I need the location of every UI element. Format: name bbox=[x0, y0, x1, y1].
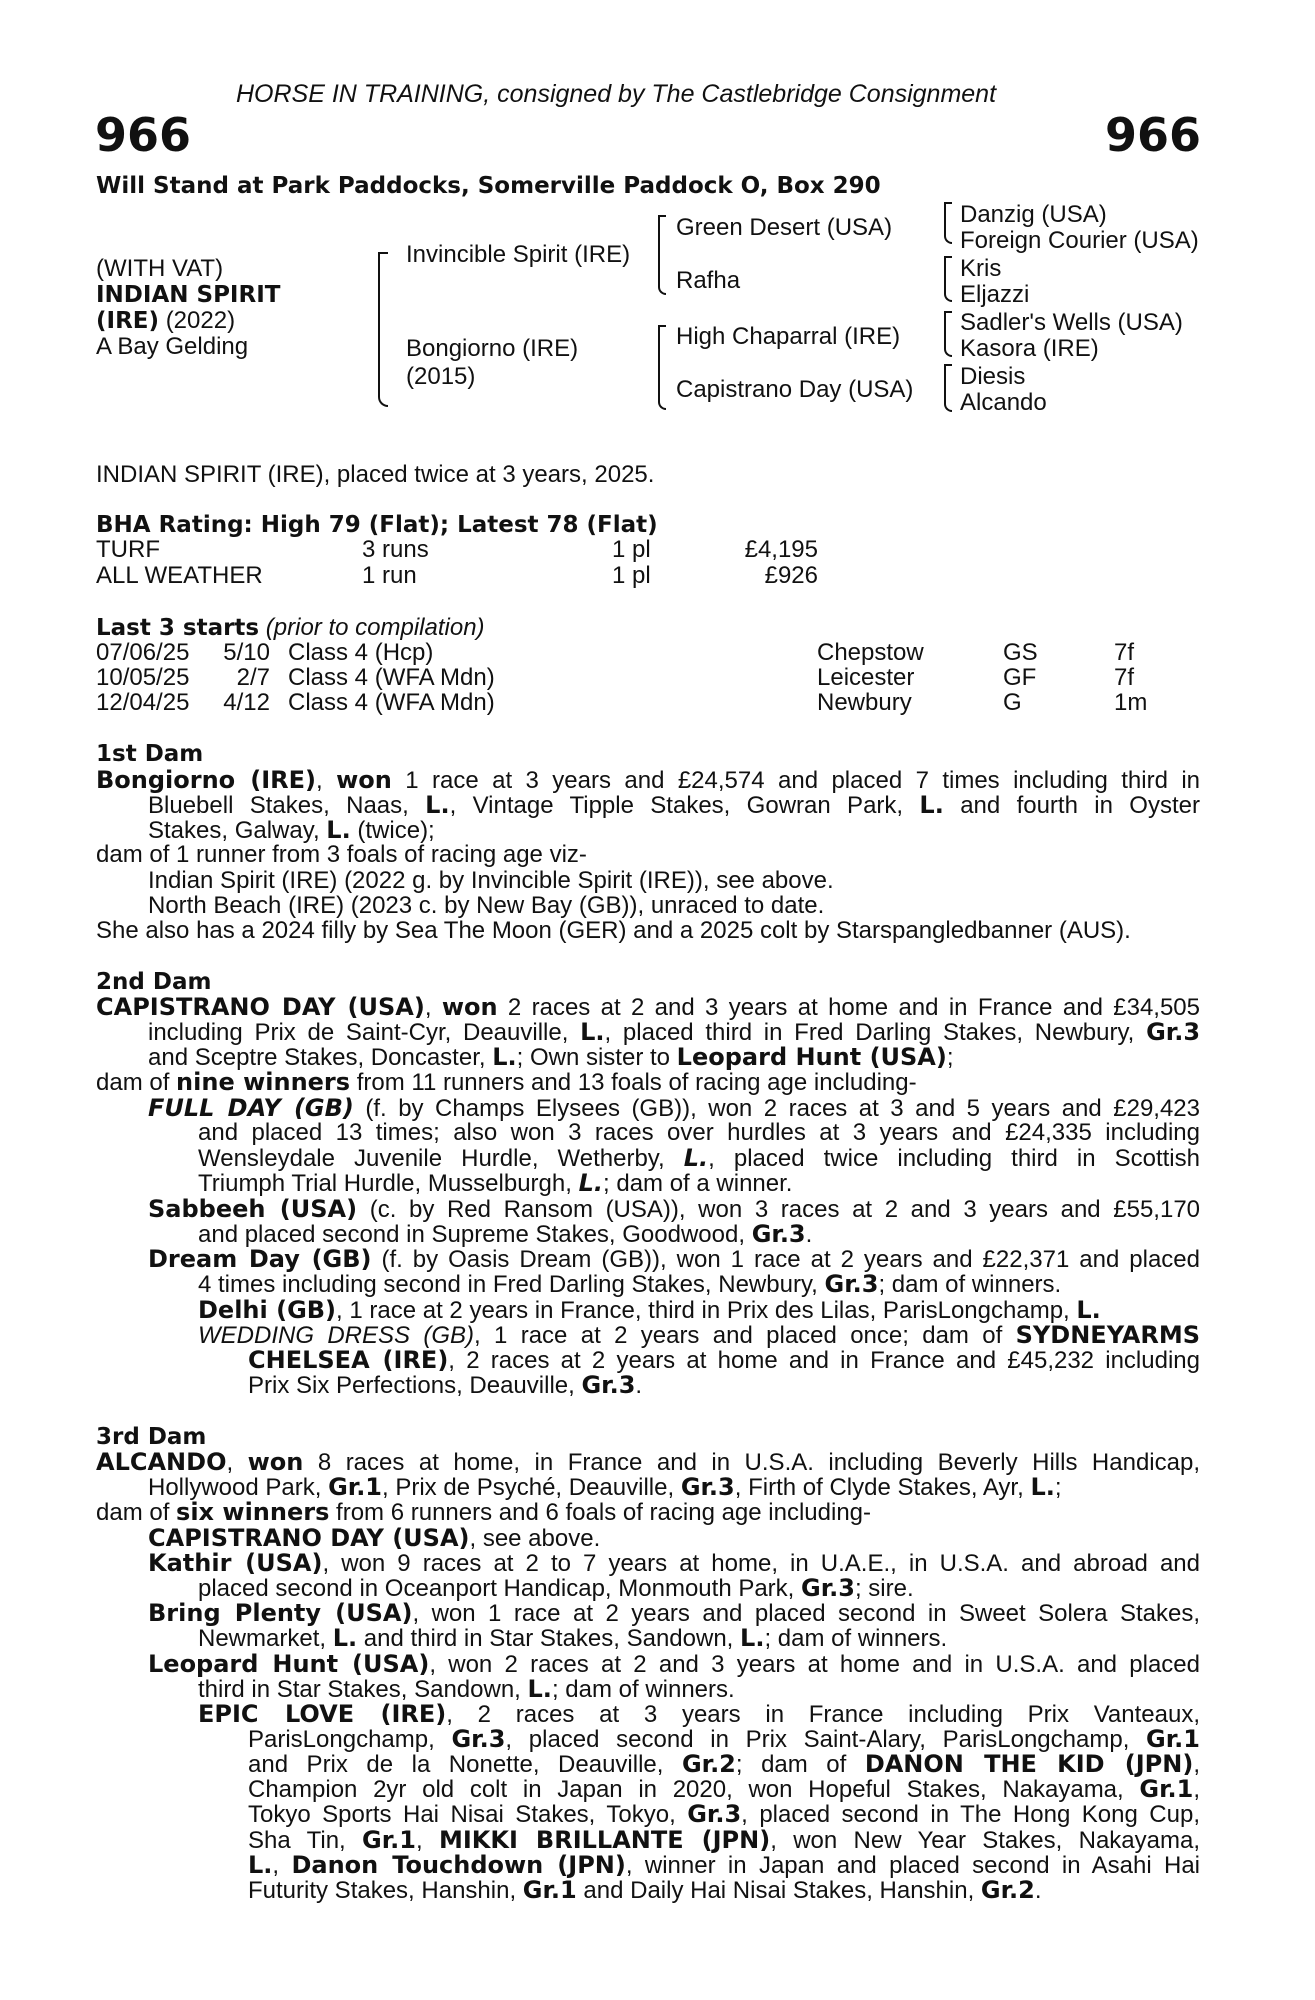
rating-runs: 3 runs bbox=[362, 536, 429, 563]
start-position: 5/10 bbox=[223, 639, 270, 666]
second-dam-produce-line: Prix Six Perfections, Deauville, Gr.3. bbox=[248, 1371, 643, 1399]
pedigree-g5: Sadler's Wells (USA) bbox=[960, 309, 1183, 336]
third-dam-produce-line: Sha Tin, Gr.1, MIKKI BRILLANTE (JPN), won New Year Stakes, Nakayama, bbox=[248, 1827, 1200, 1854]
third-dam-heading: 3rd Dam bbox=[96, 1424, 207, 1450]
first-dam-produce: Indian Spirit (IRE) (2022 g. by Invincible Spirit (IRE)), see above. bbox=[148, 867, 834, 894]
rating-earnings: £4,195 bbox=[744, 536, 818, 563]
third-dam-produce-line: Tokyo Sports Hai Nisai Stakes, Tokyo, Gr.3, placed second in The Hong Kong Cup, bbox=[248, 1801, 1200, 1828]
start-going: G bbox=[1003, 689, 1022, 716]
second-dam-produce-line: Sabbeeh (USA) (c. by Red Ransom (USA)), won 3 races at 2 and 3 years and £55,170 bbox=[148, 1196, 1200, 1223]
pedigree-brace-g1 bbox=[944, 202, 952, 244]
start-course: Leicester bbox=[817, 664, 915, 691]
stand-location: Will Stand at Park Paddocks, Somerville Paddock O, Box 290 bbox=[96, 173, 881, 199]
pedigree-brace-dam bbox=[658, 325, 666, 410]
first-dam-line: Bluebell Stakes, Naas, L., Vintage Tipple Stakes, Gowran Park, L. and fourth in Oyster bbox=[148, 792, 1200, 819]
horse-name: INDIAN SPIRIT bbox=[96, 282, 281, 308]
third-dam-produce-line: CAPISTRANO DAY (USA), see above. bbox=[148, 1524, 601, 1552]
pedigree-sire: Invincible Spirit (IRE) bbox=[406, 241, 631, 268]
start-date: 12/04/25 bbox=[96, 689, 190, 716]
start-going: GF bbox=[1003, 664, 1037, 691]
start-distance: 7f bbox=[1114, 664, 1135, 691]
second-dam-produce-line: 4 times including second in Fred Darling Stakes, Newbury, Gr.3; dam of winners. bbox=[198, 1270, 1062, 1298]
second-dam-heading: 2nd Dam bbox=[96, 969, 212, 995]
first-dam-note: She also has a 2024 filly by Sea The Moon (GER) and a 2025 colt by Starspangledbanner (AUS). bbox=[96, 917, 1131, 944]
third-dam-produce-line: Bring Plenty (USA), won 1 race at 2 years and placed second in Sweet Solera Stakes, bbox=[148, 1600, 1200, 1627]
rating-placed: 1 pl bbox=[612, 536, 651, 563]
start-distance: 7f bbox=[1114, 639, 1135, 666]
start-course: Chepstow bbox=[817, 639, 924, 666]
second-dam-produce-line: WEDDING DRESS (GB), 1 race at 2 years and placed once; dam of SYDNEYARMS bbox=[198, 1322, 1200, 1349]
last-starts-title: Last 3 starts bbox=[96, 615, 260, 641]
pedigree-g4: Eljazzi bbox=[960, 281, 1030, 308]
start-position: 2/7 bbox=[236, 664, 270, 691]
third-dam-line: dam of six winners from 6 runners and 6 foals of racing age including- bbox=[96, 1498, 872, 1526]
start-date: 10/05/25 bbox=[96, 664, 190, 691]
start-class: Class 4 (WFA Mdn) bbox=[288, 689, 495, 716]
third-dam-produce-line: Kathir (USA), won 9 races at 2 to 7 years at home, in U.A.E., in U.S.A. and abroad and bbox=[148, 1550, 1200, 1577]
third-dam-produce-line: placed second in Oceanport Handicap, Monmouth Park, Gr.3; sire. bbox=[198, 1574, 914, 1602]
second-dam-produce-line: CHELSEA (IRE), 2 races at 2 years at home and in France and £45,232 including bbox=[248, 1347, 1200, 1374]
horse-country: (IRE) bbox=[96, 308, 160, 334]
first-dam-heading: 1st Dam bbox=[96, 741, 204, 767]
rating-runs: 1 run bbox=[362, 562, 417, 589]
pedigree-g6: Kasora (IRE) bbox=[960, 335, 1099, 362]
pedigree-g3: Kris bbox=[960, 255, 1002, 282]
second-dam-produce-line: Wensleydale Juvenile Hurdle, Wetherby, L., placed twice including third in Scottish bbox=[198, 1145, 1200, 1172]
lot-number-right: 966 bbox=[1105, 108, 1202, 162]
third-dam-produce-line: ParisLongchamp, Gr.3, placed second in Prix Saint-Alary, ParisLongchamp, Gr.1 bbox=[248, 1726, 1200, 1753]
first-dam-produce: North Beach (IRE) (2023 c. by New Bay (GB)), unraced to date. bbox=[148, 892, 825, 919]
third-dam-line: ALCANDO, won 8 races at home, in France and in U.S.A. including Beverly Hills Handicap, bbox=[96, 1449, 1200, 1476]
pedigree-dam-year: (2015) bbox=[406, 363, 476, 390]
rating-surface: TURF bbox=[96, 536, 160, 563]
consignment-header: HORSE IN TRAINING, consigned by The Castlebridge Consignment bbox=[236, 80, 997, 108]
start-distance: 1m bbox=[1114, 689, 1148, 716]
bha-rating: BHA Rating: High 79 (Flat); Latest 78 (Flat) bbox=[96, 512, 658, 538]
rating-surface: ALL WEATHER bbox=[96, 562, 263, 589]
third-dam-line: Hollywood Park, Gr.1, Prix de Psyché, Deauville, Gr.3, Firth of Clyde Stakes, Ayr, L.; bbox=[148, 1473, 1062, 1501]
pedigree-brace-sire bbox=[658, 215, 666, 295]
pedigree-brace-main bbox=[378, 252, 388, 407]
pedigree-sire-dam: Rafha bbox=[676, 267, 741, 294]
third-dam-produce-line: third in Star Stakes, Sandown, L.; dam of winners. bbox=[198, 1675, 735, 1703]
rating-earnings: £926 bbox=[764, 562, 818, 589]
second-dam-produce-line: Delhi (GB), 1 race at 2 years in France, third in Prix des Lilas, ParisLongchamp, L. bbox=[198, 1296, 1101, 1324]
second-dam-line: CAPISTRANO DAY (USA), won 2 races at 2 and 3 years at home and in France and £34,505 bbox=[96, 994, 1200, 1021]
vat-label: (WITH VAT) bbox=[96, 255, 224, 282]
second-dam-produce-line: Triumph Trial Hurdle, Musselburgh, L.; dam of a winner. bbox=[198, 1169, 793, 1197]
third-dam-produce-line: and Prix de la Nonette, Deauville, Gr.2; dam of DANON THE KID (JPN), bbox=[248, 1751, 1200, 1778]
first-dam-line: Stakes, Galway, L. (twice); bbox=[148, 817, 435, 844]
second-dam-produce-line: FULL DAY (GB) (f. by Champs Elysees (GB)), won 2 races at 3 and 5 years and £29,423 bbox=[148, 1095, 1200, 1122]
third-dam-produce-line: EPIC LOVE (IRE), 2 races at 3 years in France including Prix Vanteaux, bbox=[198, 1701, 1200, 1728]
start-going: GS bbox=[1003, 639, 1038, 666]
second-dam-line: and Sceptre Stakes, Doncaster, L.; Own sister to Leopard Hunt (USA); bbox=[148, 1043, 954, 1071]
third-dam-produce-line: Futurity Stakes, Hanshin, Gr.1 and Daily Hai Nisai Stakes, Hanshin, Gr.2. bbox=[248, 1876, 1042, 1904]
pedigree-brace-g3 bbox=[944, 311, 952, 357]
start-course: Newbury bbox=[817, 689, 912, 716]
pedigree-sire-sire: Green Desert (USA) bbox=[676, 214, 893, 241]
start-position: 4/12 bbox=[223, 689, 270, 716]
last-starts-heading bbox=[96, 615, 485, 641]
pedigree-g2: Foreign Courier (USA) bbox=[960, 227, 1199, 254]
last-starts-note: (prior to compilation) bbox=[265, 614, 485, 641]
second-dam-line: including Prix de Saint-Cyr, Deauville, L., placed third in Fred Darling Stakes, Newbury, Gr.3 bbox=[148, 1019, 1200, 1046]
race-summary: INDIAN SPIRIT (IRE), placed twice at 3 years, 2025. bbox=[96, 461, 655, 488]
first-dam-line: Bongiorno (IRE), won 1 race at 3 years and £24,574 and placed 7 times including third in bbox=[96, 767, 1200, 794]
pedigree-brace-g2 bbox=[944, 256, 952, 302]
start-class: Class 4 (WFA Mdn) bbox=[288, 664, 495, 691]
first-dam-produce-intro: dam of 1 runner from 3 foals of racing age viz- bbox=[96, 841, 587, 868]
lot-number-left: 966 bbox=[95, 108, 192, 162]
third-dam-produce-line: L., Danon Touchdown (JPN), winner in Japan and placed second in Asahi Hai bbox=[248, 1852, 1200, 1879]
horse-year: (2022) bbox=[165, 307, 236, 334]
pedigree-g1: Danzig (USA) bbox=[960, 201, 1107, 228]
second-dam-produce-line: Dream Day (GB) (f. by Oasis Dream (GB)), won 1 race at 2 years and £22,371 and placed bbox=[148, 1246, 1200, 1273]
third-dam-produce-line: Champion 2yr old colt in Japan in 2020, won Hopeful Stakes, Nakayama, Gr.1, bbox=[248, 1776, 1200, 1803]
horse-name-line2 bbox=[96, 308, 235, 334]
second-dam-line: dam of nine winners from 11 runners and 13 foals of racing age including- bbox=[96, 1068, 917, 1096]
rating-placed: 1 pl bbox=[612, 562, 651, 589]
third-dam-produce-line: Newmarket, L. and third in Star Stakes, Sandown, L.; dam of winners. bbox=[198, 1624, 948, 1652]
start-class: Class 4 (Hcp) bbox=[288, 639, 434, 666]
pedigree-brace-g4 bbox=[944, 364, 952, 412]
third-dam-produce-line: Leopard Hunt (USA), won 2 races at 2 and 3 years at home and in U.S.A. and placed bbox=[148, 1651, 1200, 1678]
horse-description: A Bay Gelding bbox=[96, 333, 249, 360]
pedigree-g7: Diesis bbox=[960, 363, 1026, 390]
second-dam-produce-line: and placed second in Supreme Stakes, Goodwood, Gr.3. bbox=[198, 1220, 813, 1248]
start-date: 07/06/25 bbox=[96, 639, 190, 666]
second-dam-produce-line: and placed 13 times; also won 3 races over hurdles at 3 years and £24,335 including bbox=[198, 1120, 1200, 1146]
pedigree-dam-dam: Capistrano Day (USA) bbox=[676, 376, 914, 403]
pedigree-dam-sire: High Chaparral (IRE) bbox=[676, 323, 901, 350]
pedigree-g8: Alcando bbox=[960, 389, 1047, 416]
pedigree-dam: Bongiorno (IRE) bbox=[406, 335, 579, 362]
